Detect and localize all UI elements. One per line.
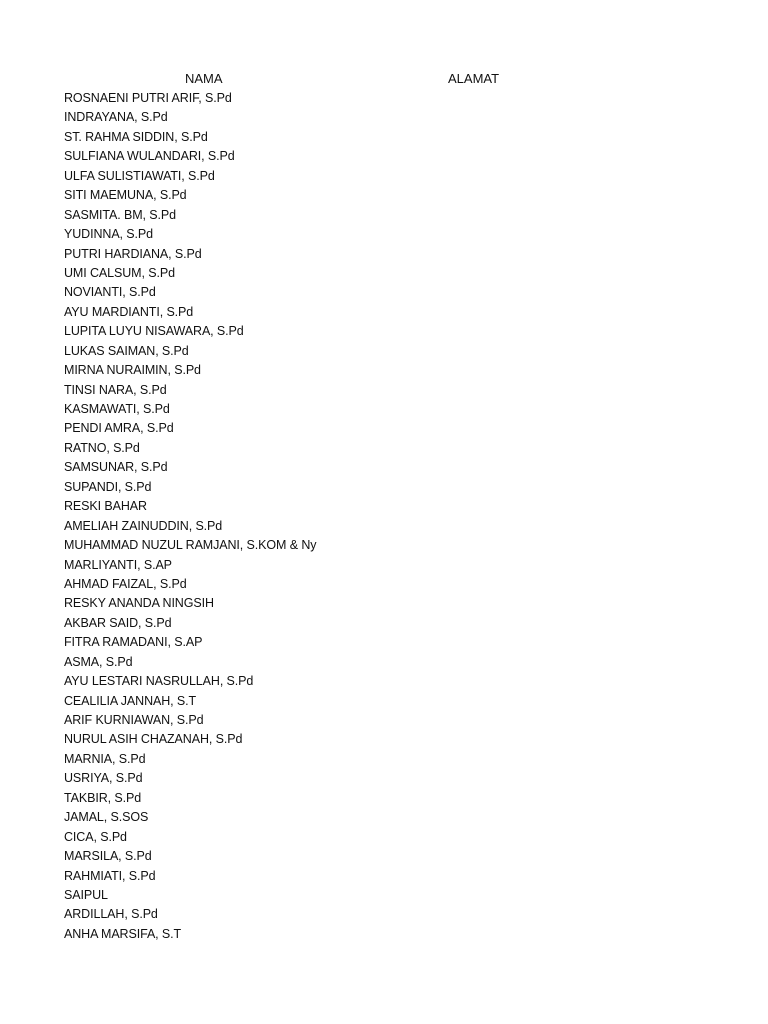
name-row: MARSILA, S.Pd	[64, 849, 152, 864]
name-row: JAMAL, S.SOS	[64, 810, 149, 825]
name-row: ASMA, S.Pd	[64, 654, 133, 669]
name-row: ARIF KURNIAWAN, S.Pd	[64, 713, 204, 727]
column-header-alamat: ALAMAT	[448, 71, 500, 86]
name-row: USRIYA, S.Pd	[64, 771, 143, 786]
name-row: TAKBIR, S.Pd	[64, 790, 142, 805]
name-row: ROSNAENI PUTRI ARIF, S.Pd	[64, 91, 232, 105]
name-row: UMI CALSUM, S.Pd	[64, 265, 175, 280]
name-row: TINSI NARA, S.Pd	[64, 382, 167, 397]
column-header-nama: NAMA	[185, 71, 223, 86]
name-row: CICA, S.Pd	[64, 829, 127, 844]
name-row: PENDI AMRA, S.Pd	[64, 421, 174, 436]
name-row: YUDINNA, S.Pd	[64, 227, 154, 242]
name-row: MUHAMMAD NUZUL RAMJANI, S.KOM & Ny	[64, 538, 317, 553]
name-row: SAMSUNAR, S.Pd	[64, 460, 168, 475]
name-row: NURUL ASIH CHAZANAH, S.Pd	[64, 732, 243, 747]
name-row: AYU MARDIANTI, S.Pd	[64, 304, 194, 319]
name-row: MIRNA NURAIMIN, S.Pd	[64, 363, 201, 378]
name-row: RATNO, S.Pd	[64, 440, 140, 455]
name-row: SASMITA. BM, S.Pd	[64, 207, 176, 222]
name-row: ARDILLAH, S.Pd	[64, 907, 158, 922]
name-row: LUPITA LUYU NISAWARA, S.Pd	[64, 324, 244, 339]
name-row: MARLIYANTI, S.AP	[64, 557, 172, 572]
name-row: CEALILIA JANNAH, S.T	[64, 693, 197, 708]
name-row: ST. RAHMA SIDDIN, S.Pd	[64, 129, 208, 144]
name-row: LUKAS SAIMAN, S.Pd	[64, 343, 189, 358]
name-list	[64, 89, 316, 944]
name-row: AHMAD FAIZAL, S.Pd	[64, 576, 187, 591]
name-row: SUPANDI, S.Pd	[64, 479, 152, 494]
name-row: ULFA SULISTIAWATI, S.Pd	[64, 168, 215, 183]
name-row: AYU LESTARI NASRULLAH, S.Pd	[64, 674, 254, 689]
name-row: KASMAWATI, S.Pd	[64, 402, 170, 416]
name-row: FITRA RAMADANI, S.AP	[64, 635, 203, 650]
name-row: PUTRI HARDIANA, S.Pd	[64, 246, 202, 261]
name-row: ANHA MARSIFA, S.T	[64, 926, 182, 941]
name-row: NOVIANTI, S.Pd	[64, 285, 156, 300]
name-row: SULFIANA WULANDARI, S.Pd	[64, 149, 235, 164]
name-row: MARNIA, S.Pd	[64, 751, 146, 766]
name-row: AKBAR SAID, S.Pd	[64, 615, 172, 630]
name-row: RESKI BAHAR	[64, 499, 147, 514]
name-row: RAHMIATI, S.Pd	[64, 868, 156, 883]
name-row: INDRAYANA, S.Pd	[64, 110, 168, 125]
name-row: SITI MAEMUNA, S.Pd	[64, 188, 187, 203]
name-row: SAIPUL	[64, 887, 108, 902]
name-row: AMELIAH ZAINUDDIN, S.Pd	[64, 518, 223, 533]
name-row: RESKY ANANDA NINGSIH	[64, 596, 214, 611]
